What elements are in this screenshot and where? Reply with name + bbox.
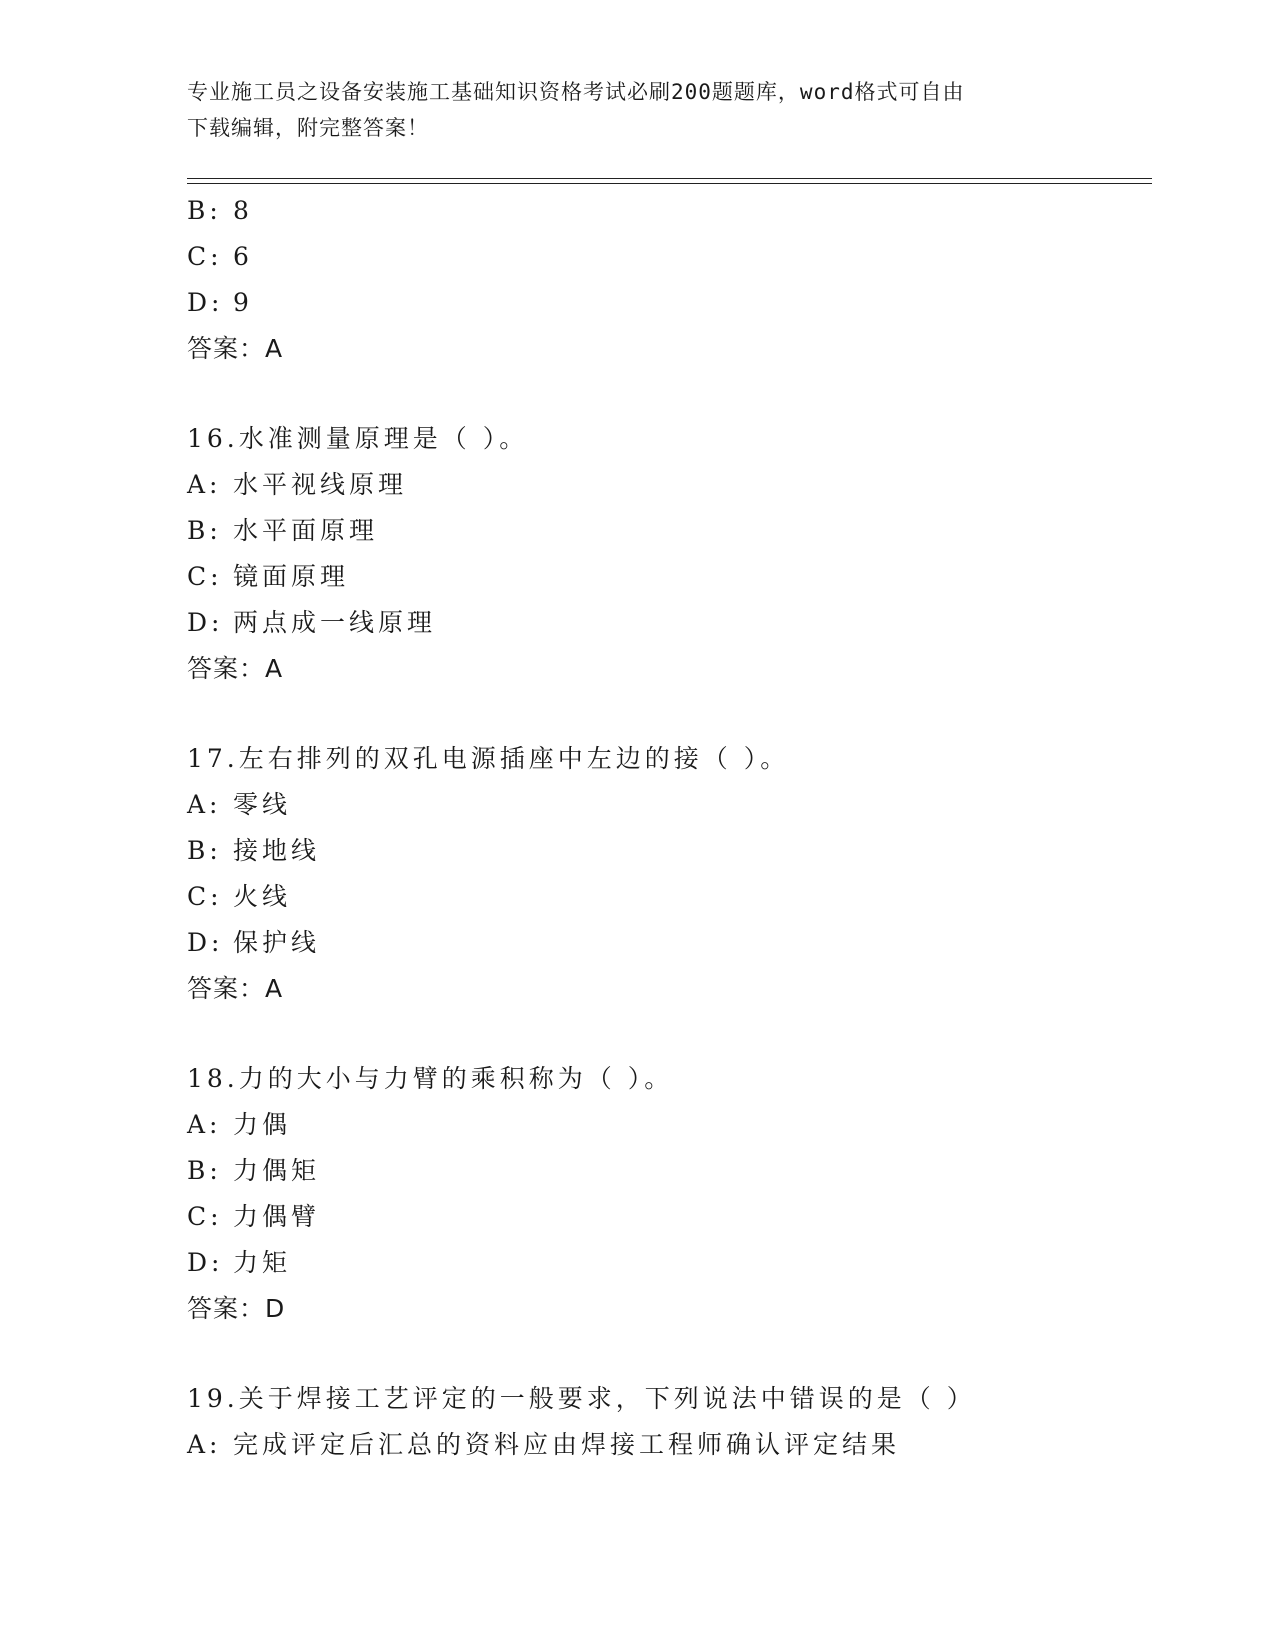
- answer: 答案：A: [187, 654, 284, 683]
- header-rule-bottom: [187, 183, 1152, 184]
- option-b: B: 力偶矩: [187, 1156, 321, 1185]
- option-d: D: 保护线: [187, 928, 321, 957]
- header-line-1: 专业施工员之设备安装施工基础知识资格考试必刷200题题库，word格式可自由: [187, 80, 965, 104]
- answer: 答案：A: [187, 334, 284, 363]
- option-b: B: 接地线: [187, 836, 321, 865]
- answer: 答案：D: [187, 1294, 286, 1323]
- option-b: B: 8: [187, 196, 253, 225]
- header-line-2: 下载编辑，附完整答案！: [187, 116, 429, 140]
- continued-question: [187, 188, 1152, 372]
- option-d: D: 9: [187, 288, 253, 317]
- question-19: [187, 1376, 1152, 1468]
- question-stem: 18.力的大小与力臂的乘积称为（ ）。: [187, 1064, 674, 1093]
- option-a: A: 力偶: [187, 1110, 292, 1139]
- question-stem: 16.水准测量原理是（ ）。: [187, 424, 529, 453]
- answer: 答案：A: [187, 974, 284, 1003]
- question-16: [187, 416, 1152, 692]
- document-header: [187, 74, 1067, 146]
- option-c: C: 6: [187, 242, 253, 271]
- option-b: B: 水平面原理: [187, 516, 379, 545]
- header-rule-top: [187, 178, 1152, 179]
- option-a: A: 水平视线原理: [187, 470, 408, 499]
- question-18: [187, 1056, 1152, 1332]
- question-list: [187, 188, 1152, 1468]
- option-c: C: 力偶臂: [187, 1202, 321, 1231]
- question-stem: 17.左右排列的双孔电源插座中左边的接（ ）。: [187, 744, 790, 773]
- option-a: A: 零线: [187, 790, 292, 819]
- option-d: D: 力矩: [187, 1248, 292, 1277]
- question-17: [187, 736, 1152, 1012]
- question-stem: 19.关于焊接工艺评定的一般要求，下列说法中错误的是（ ）: [187, 1384, 976, 1413]
- option-c: C: 火线: [187, 882, 292, 911]
- option-d: D: 两点成一线原理: [187, 608, 437, 637]
- option-a: A: 完成评定后汇总的资料应由焊接工程师确认评定结果: [187, 1430, 901, 1459]
- option-c: C: 镜面原理: [187, 562, 350, 591]
